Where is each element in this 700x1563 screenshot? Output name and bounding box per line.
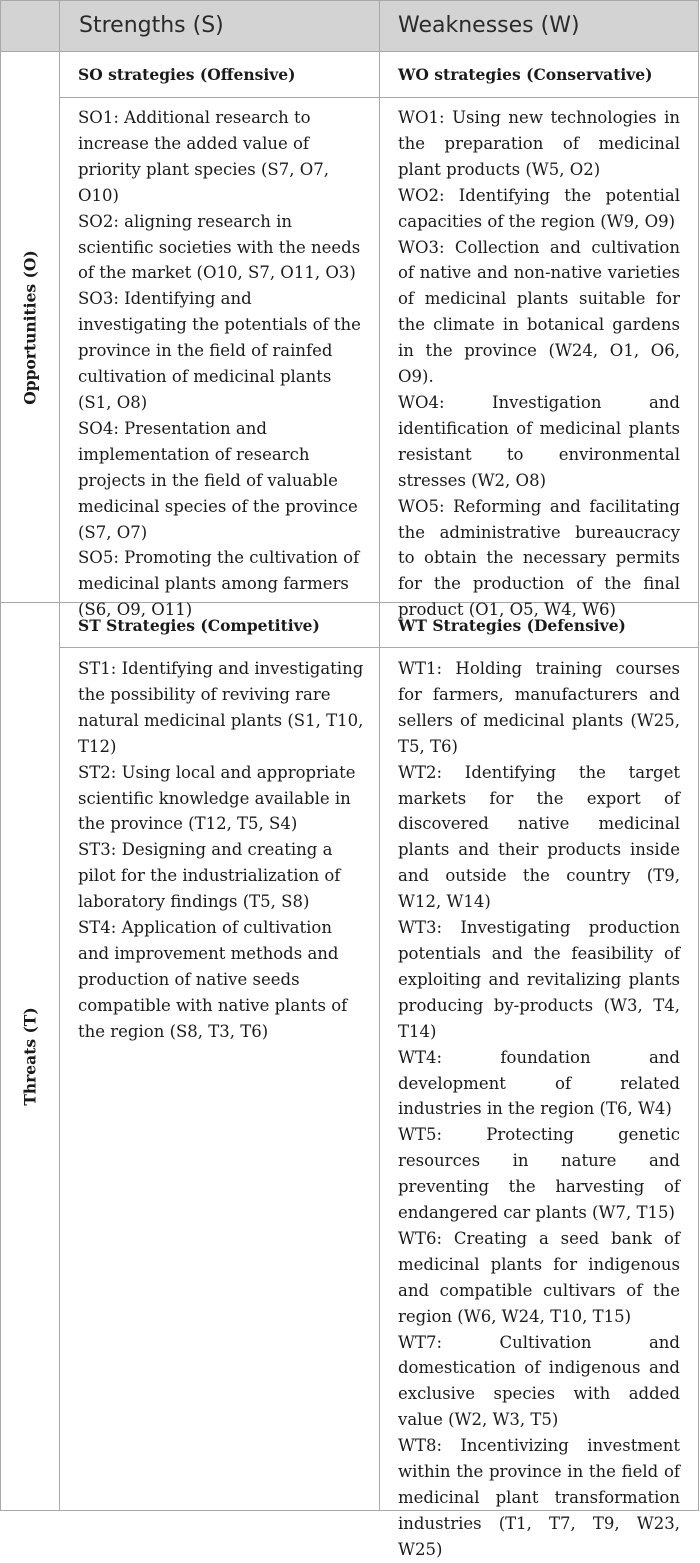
st4-item: ST4: Application of cultivation and improvement methods and production of native seeds compatible with native plants of the region (S8, T3, T6) xyxy=(78,918,348,1041)
so3-item: SO3: Identifying and investigating the potentials of the province in the field of rainfed cultivation of medicinal plants (S1, O8) xyxy=(78,289,361,412)
so-strategies-cell xyxy=(78,105,365,623)
so5-item: SO5: Promoting the cultivation of medicinal plants among farmers (S6, O9, O11) xyxy=(78,548,360,620)
wt-strategies-cell xyxy=(398,656,680,1563)
wo3-item: WO3: Collection and cultivation of native and non-native varieties of medicinal plants suitable for the climate in botanical gardens in the province (W24, O1, O6, O9). xyxy=(398,237,680,387)
so-strategies-title: SO strategies (Offensive) xyxy=(78,65,296,84)
st3-item: ST3: Designing and creating a pilot for the industrialization of laboratory findings (T5, S8) xyxy=(78,840,341,912)
wo5-item: WO5: Reforming and facilitating the administrative bureaucracy to obtain the necessary permits for the production of the final product (O1, O5, W4, W6) xyxy=(398,496,680,620)
wt-strategies-title: WT Strategies (Defensive) xyxy=(398,616,626,635)
so1-item: SO1: Additional research to increase the added value of priority plant species (S7, O7, O10) xyxy=(78,108,329,205)
wt2-item: WT2: Identifying the target markets for the export of discovered native medicinal plants and their products inside and outside the country (T9, W12, W14) xyxy=(398,762,680,912)
st-strategies-title: ST Strategies (Competitive) xyxy=(78,616,320,635)
wo-strategies-title: WO strategies (Conservative) xyxy=(398,65,653,84)
wo4-item: WO4: Investigation and identification of medicinal plants resistant to environmental stresses (W2, O8) xyxy=(398,392,680,490)
wt7-item: WT7: Cultivation and domestication of indigenous and exclusive species with added value (W2, W3, T5) xyxy=(398,1332,680,1430)
column-divider-left xyxy=(59,1,60,1510)
row-label-threats xyxy=(1,603,59,1510)
opportunities-label: Opportunities (O) xyxy=(20,249,40,405)
st-strategies-cell xyxy=(78,656,365,1045)
wo-strategies-cell xyxy=(398,105,680,623)
wt6-item: WT6: Creating a seed bank of medicinal plants for indigenous and compatible cultivars of the region (W6, W24, T10, T15) xyxy=(398,1228,680,1326)
threats-label: Threats (T) xyxy=(20,1007,40,1106)
wo2-item: WO2: Identifying the potential capacities of the region (W9, O9) xyxy=(398,185,680,231)
table-header-row xyxy=(1,1,698,51)
so2-item: SO2: aligning research in scientific societies with the needs of the market (O10, S7, O11, O3) xyxy=(78,211,361,283)
wt5-item: WT5: Protecting genetic resources in nature and preventing the harvesting of endangered car plants (W7, T15) xyxy=(398,1125,680,1223)
st1-item: ST1: Identifying and investigating the possibility of reviving rare natural medicinal plants (S1, T10, T12) xyxy=(78,659,364,756)
header-strengths: Strengths (S) xyxy=(79,13,224,38)
wt1-item: WT1: Holding training courses for farmers, manufacturers and sellers of medicinal plants (W25, T5, T6) xyxy=(398,659,680,756)
column-divider-middle xyxy=(379,1,380,1510)
wo1-item: WO1: Using new technologies in the preparation of medicinal plant products (W5, O2) xyxy=(398,108,680,179)
header-weaknesses: Weaknesses (W) xyxy=(398,13,580,38)
so4-item: SO4: Presentation and implementation of research projects in the field of valuable medicinal species of the province (S7, O7) xyxy=(78,418,358,542)
row-label-opportunities xyxy=(1,52,59,602)
wt4-item: WT4: foundation and development of related industries in the region (T6, W4) xyxy=(398,1047,680,1119)
st2-item: ST2: Using local and appropriate scientific knowledge available in the province (T12, T5, S4) xyxy=(78,762,356,834)
wt3-item: WT3: Investigating production potentials and the feasibility of exploiting and revitalizing plants producing by-products (W3, T4, T14) xyxy=(398,918,680,1041)
wt8-item: WT8: Incentivizing investment within the province in the field of medicinal plant transformation industries (T1, T7, T9, W23, W25) xyxy=(398,1436,680,1559)
